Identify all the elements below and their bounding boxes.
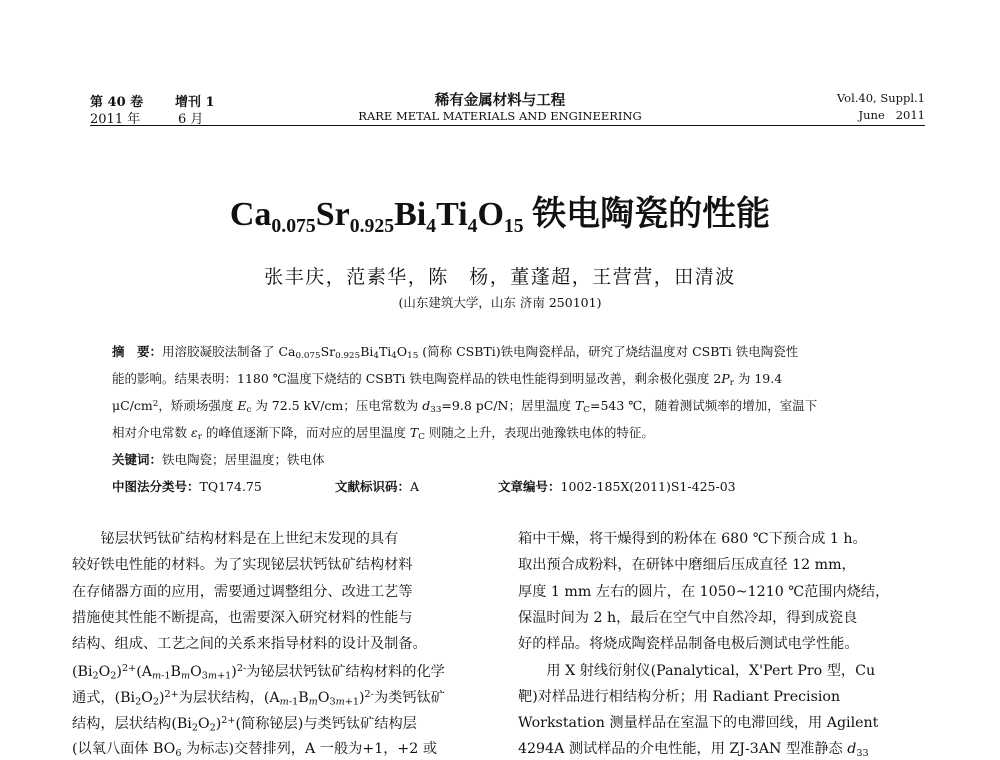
text-line: 箱中干燥，将干燥得到的粉体在 680 ℃下预合成 1 h。 (518, 531, 867, 547)
journal-title-cn: 稀有金属材料与工程 (434, 92, 566, 109)
text-line: 在存储器方面的应用，需要通过调整组分、改进工艺等 (72, 583, 413, 600)
volume-en: Vol.40, Suppl.1 (836, 91, 925, 105)
formula-element: O (477, 196, 504, 233)
formula-element: Ti (436, 196, 468, 233)
title-formula (229, 196, 524, 237)
article-number-label: 文章编号： (498, 479, 561, 494)
text-line: 较好铁电性能的材料。为了实现铋层状钙钛矿结构材料 (72, 557, 413, 574)
text-line: 摘 要：用溶胶凝胶法制备了 $Ca_{0.075}Sr_{0.925}Bi_4Ti_4O_{15}$ (简称 CSBTi)铁电陶瓷样品，研究了烧结温度对 CSBTi 铁电陶瓷性 (112, 344, 799, 362)
formula-subscript: 0.075 (271, 214, 316, 237)
text-line: 结构，层状结构$(Bi_2O_2)^{2+}$(简称铋层)与类钙钛矿结构层 (72, 715, 417, 734)
text-line: 取出预合成粉料，在研钵中磨细后压成直径 12 mm， (518, 557, 856, 574)
text-line: (以氧八面体 $BO_6$ 为标志)交替排列，A 一般为+1，+2 或 (72, 741, 438, 760)
keywords-value: 铁电陶瓷；居里温度；铁电体 (162, 452, 325, 467)
doc-code-value: A (410, 479, 420, 494)
formula-subscript: 15 (503, 214, 524, 237)
clc-label: 中图法分类号： (112, 479, 200, 494)
year-label: 2011 年 (90, 112, 141, 127)
text-line: 能的影响。结果表明：1180 ℃温度下烧结的 CSBTi 铁电陶瓷样品的铁电性能得到明显改善，剩余极化强度 $2P_r$ 为 19.4 (112, 371, 783, 389)
text-line: $(Bi_2O_2)^{2+}(A_{m-1}B_mO_{3m+1})^{2-}$为铋层状钙钛矿结构材料的化学 (72, 662, 445, 682)
keywords (112, 454, 927, 467)
text-line: 用 X 射线衍射仪(Panalytical，X'Pert Pro 型，Cu (518, 662, 876, 679)
text-line: 措施使其性能不断提高，也需要深入研究材料的性能与 (72, 609, 413, 626)
text-line: 铋层状钙钛矿结构材料是在上世纪末发现的具有 (72, 531, 399, 547)
text-line: 通式，$(Bi_2O_2)^{2+}$为层状结构，$(A_{m-1}B_mO_{3m+1})^{2-}$为类钙钛矿 (72, 688, 445, 708)
clc-value: TQ174.75 (199, 479, 262, 494)
date-en: June 2011 (858, 108, 925, 122)
doc-code (335, 481, 419, 494)
text-line: 好的样品。将烧成陶瓷样品制备电极后测试电学性能。 (518, 636, 859, 653)
doc-code-label: 文献标识码： (335, 479, 411, 494)
formula-subscript: 0.925 (349, 214, 395, 237)
text-line: Workstation 测量样品在室温下的电滞回线，用 Agilent (518, 715, 879, 732)
paper-title (0, 186, 1000, 238)
text-line: $\mu C/cm^2$，矫顽场强度 $E_c$ 为 72.5 kV/cm；压电常数为 $d_{33}=9.8$ pC/N；居里温度 $T_C=543$ ℃，随着测试频率的增加，室温下 (112, 398, 818, 416)
formula-element: Bi (394, 196, 427, 233)
text-line: 结构、组成、工艺之间的关系来指导材料的设计及制备。 (72, 636, 427, 653)
affiliation: (山东建筑大学，山东 济南 250101) (398, 295, 602, 310)
formula-element: Sr (315, 196, 350, 233)
month-label: 6 月 (178, 112, 204, 127)
article-number-value: 1002-185X(2011)S1-425-03 (560, 479, 736, 494)
formula-subscript: 4 (426, 214, 437, 237)
text-line: 厚度 1 mm 左右的圆片，在 1050~1210 ℃范围内烧结， (518, 583, 890, 600)
text-line: 相对介电常数 $\varepsilon_r$ 的峰值逐渐下降，而对应的居里温度 $T_C$ 则随之上升，表现出弛豫铁电体的特征。 (112, 425, 654, 443)
title-text: 铁电陶瓷的性能 (523, 196, 771, 233)
issue-label: 增刊 1 (175, 95, 215, 110)
text-line: 保温时间为 2 h，最后在空气中自然冷却，得到成瓷良 (518, 609, 858, 626)
header-rule (90, 125, 925, 126)
formula-subscript: 4 (467, 214, 478, 237)
text-line: 靶)对样品进行相结构分析；用 Radiant Precision (518, 688, 841, 705)
keywords-label: 关键词： (112, 452, 163, 467)
text-line: 4294A 测试样品的介电性能，用 ZJ-3AN 型准静态 $d_{33}$ (518, 741, 869, 760)
journal-title-en: RARE METAL MATERIALS AND ENGINEERING (358, 109, 642, 123)
author-list: 张丰庆，范素华，陈 杨，董蓬超，王营营，田清波 (264, 266, 736, 288)
article-number (498, 481, 736, 494)
formula-element: Ca (229, 196, 272, 233)
volume-label: 第 40 卷 (90, 95, 144, 110)
